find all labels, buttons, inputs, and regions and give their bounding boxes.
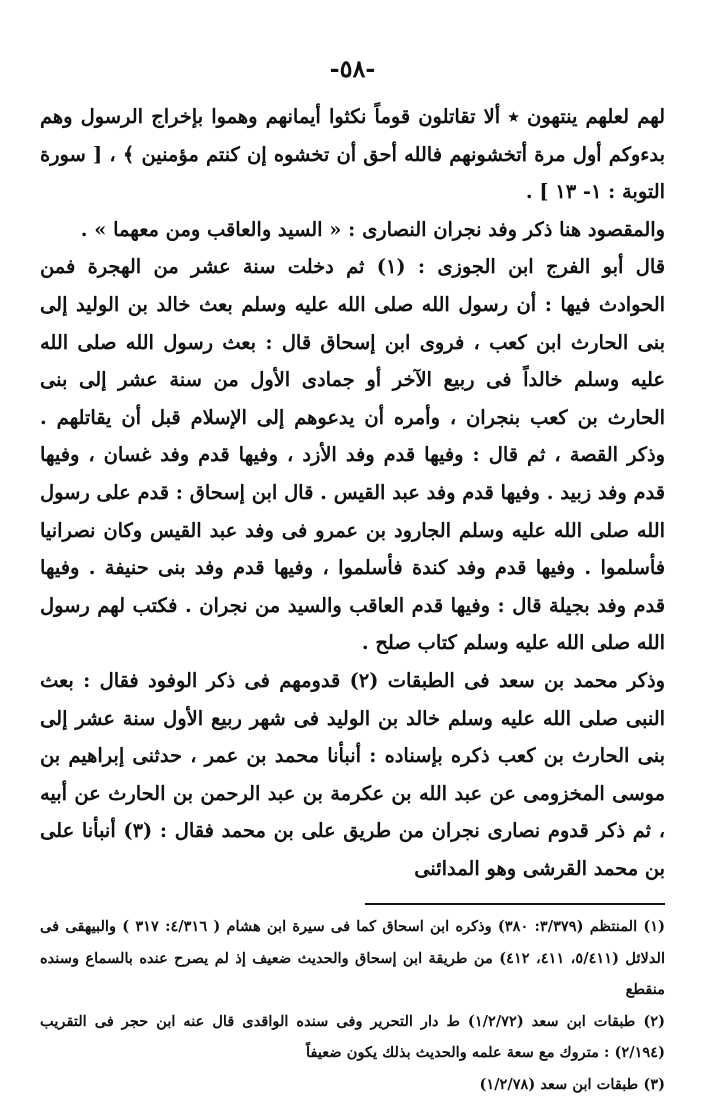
footnote-divider [365, 903, 665, 905]
footnote-1: (١) المنتظم (٣/٣٧٩: ٣٨٠) وذكره ابن اسحاق كما فى سيرة ابن هشام ( ٤/٣١٦: ٣١٧ ) والبيهقى فى الدلائل (٥/٤١١، ٤١١، ٤١٢) من طريقة ابن إسحاق والحديث ضعيف إذ لم يصرح عنده بالسماع وسنده منقطع [40, 918, 666, 999]
page-number: -٥٨- [329, 54, 376, 83]
paragraph-ibn-al-jawzi: قال أبو الفرج ابن الجوزى : (١) ثم دخلت سنة عشر من الهجرة فمن الحوادث فيها : أن رسول الله صلى الله عليه وسلم بعث خالد بن الوليد إلى بنى الحارث ابن كعب ، فروى ابن إسحاق قال : بعث رسول الله صلى الله عليه وسلم خالداً فى ربيع الآخر أو جمادى الأول من سنة عشر إلى بنى الحارث بن كعب بنجران ، وأمره أن يدعوهم إلى الإسلام قبل أن يقاتلهم . وذكر القصة ، ثم قال : وفيها قدم وفد الأزد ، وفيها قدم وفد غسان ، وفيها قدم وفد زبيد . وفيها قدم وفد عبد القيس . قال ابن إسحاق : قدم على رسول الله صلى الله عليه وسلم الجارود بن عمرو فى وفد عبد القيس وكان نصرانيا فأسلموا . وفيها قدم وفد كندة فأسلموا ، وفيها قدم وفد بنى حنيفة . وفيها قدم وفد بجيلة قال : وفيها قدم العاقب والسيد من نجران . فكتب لهم رسول الله صلى الله عليه وسلم كتاب صلح . [40, 255, 666, 655]
footnotes [40, 911, 665, 1100]
paragraph-surah-tawbah: لهم لعلهم ينتهون ٭ ألا تقاتلون قوماً نكثوا أيمانهم وهموا بإخراج الرسول وهم بدءوكم أول مرة أتخشونهم فالله أحق أن تخشوه إن كنتم مؤمنين ﴾ ، [ سورة التوبة : ١- ١٣ ] . [40, 105, 665, 204]
footnote-3: (٣) طبقات ابن سعد (١/٢/٧٨) [479, 1075, 665, 1093]
main-text [40, 98, 665, 887]
paragraph-najran-delegation: والمقصود هنا ذكر وفد نجران النصارى : « السيد والعاقب ومن معهما » . [80, 217, 665, 241]
paragraph-ibn-saad: وذكر محمد بن سعد فى الطبقات (٢) قدومهم فى ذكر الوفود فقال : بعث النبى صلى الله عليه وسلم خالد بن الوليد فى شهر ربيع الأول سنة عشر إلى بنى الحارث بن كعب ذكره بإسناده : أنبأنا محمد بن عمر ، حدثنى إبراهيم بن موسى المخزومى عن عبد الله بن عكرمة بن عبد الرحمن بن الحارث عن أبيه ، ثم ذكر قدوم نصارى نجران من طريق على بن محمد فقال : (٣) أنبأنا على بن محمد القرشى وهو المدائنى [40, 668, 665, 880]
footnote-2: (٢) طبقات ابن سعد (١/٢/٧٢) ط دار التحرير وفى سنده الواقدى قال عنه ابن حجر فى التقريب (٢/١٩٤) : متروك مع سعة علمه والحديث بذلك يكون ضعيفاً [40, 1012, 665, 1062]
